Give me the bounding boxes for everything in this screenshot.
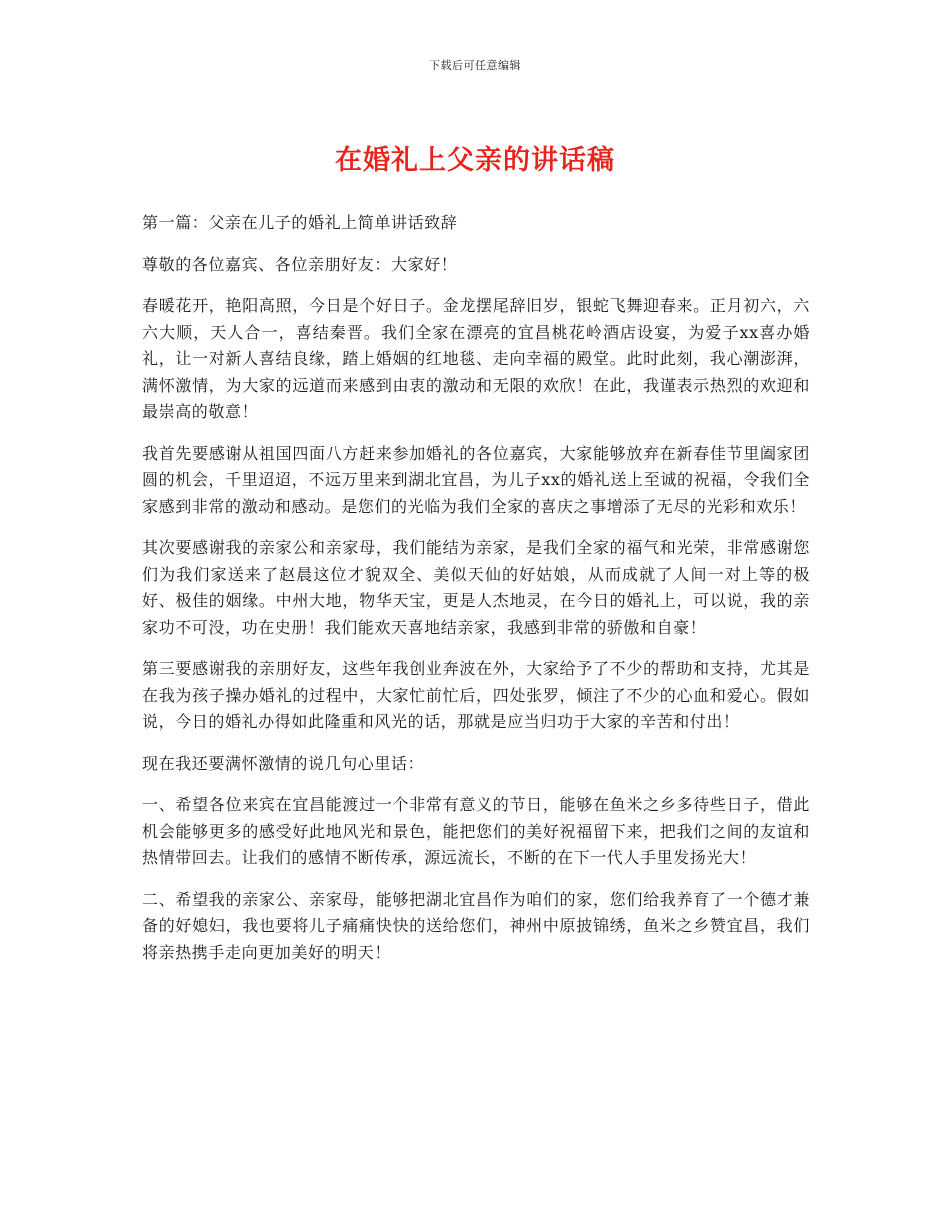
salutation: 尊敬的各位嘉宾、各位亲朋好友：大家好！ [142,254,458,274]
body-paragraph: 一、希望各位来宾在宜昌能渡过一个非常有意义的节日，能够在鱼米之乡多待些日子，借此机会能够更多的感受好此地风光和景色，能把您们的美好祝福留下来，把我们之间的友谊和热情带回去。让我们的感情不断传承，源远流长，不断的在下一代人手里发扬光大！ [142,795,810,867]
document-title: 在婚礼上父亲的讲话稿 [335,145,615,176]
body-paragraph: 我首先要感谢从祖国四面八方赶来参加婚礼的各位嘉宾，大家能够放弃在新春佳节里阖家团圆的机会，千里迢迢，不远万里来到湖北宜昌，为儿子xx的婚礼送上至诚的祝福，令我们全家感到非常的激动和感动。是您们的光临为我们全家的喜庆之事增添了无尽的光彩和欢乐！ [142,443,810,516]
body-paragraph: 春暖花开，艳阳高照，今日是个好日子。金龙摆尾辞旧岁，银蛇飞舞迎春来。正月初六，六六大顺，天人合一，喜结秦晋。我们全家在漂亮的宜昌桃花岭酒店设宴，为爱子xx喜办婚礼，让一对新人喜结良缘，踏上婚姻的红地毯、走向幸福的殿堂。此时此刻，我心潮澎湃，满怀激情，为大家的远道而来感到由衷的激动和无限的欢欣！在此，我谨表示热烈的欢迎和最崇高的敬意！ [142,296,810,421]
section-heading: 第一篇：父亲在儿子的婚礼上简单讲话致辞 [142,213,458,232]
body-paragraph: 第三要感谢我的亲朋好友，这些年我创业奔波在外，大家给予了不少的帮助和支持，尤其是在我为孩子操办婚礼的过程中，大家忙前忙后，四处张罗，倾注了不少的心血和爱心。假如说，今日的婚礼办得如此隆重和风光的话，那就是应当归功于大家的辛苦和付出！ [142,659,810,731]
body-paragraph: 现在我还要满怀激情的说几句心里话： [142,753,425,773]
body-paragraph: 二、希望我的亲家公、亲家母，能够把湖北宜昌作为咱们的家，您们给我养育了一个德才兼备的好媳妇，我也要将儿子痛痛快快的送给您们，神州中原披锦绣，鱼米之乡赞宜昌，我们将亲热携手走向更加美好的明天！ [142,889,810,962]
header-note: 下载后可任意编辑 [429,59,521,72]
body-paragraph: 其次要感谢我的亲家公和亲家母，我们能结为亲家，是我们全家的福气和光荣，非常感谢您们为我们家送来了赵晨这位才貌双全、美似天仙的好姑娘，从而成就了人间一对上等的极好、极佳的姻缘。中州大地，物华天宝，更是人杰地灵，在今日的婚礼上，可以说，我的亲家功不可没，功在史册！我们能欢天喜地结亲家，我感到非常的骄傲和自豪！ [142,538,810,637]
document-body [142,210,810,981]
